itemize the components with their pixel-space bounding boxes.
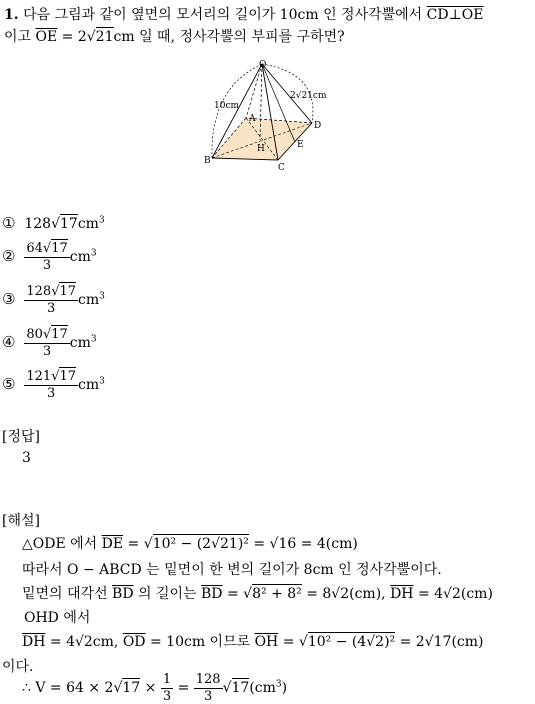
root-value: 17 bbox=[59, 284, 77, 299]
choice-mark: ④ bbox=[2, 333, 16, 352]
denominator: 3 bbox=[42, 343, 52, 359]
overline-od: $\overline{OD}$ bbox=[122, 634, 146, 650]
fraction: $\frac{128√17}{3}$ bbox=[26, 284, 77, 316]
label-o: O bbox=[259, 60, 267, 70]
root-value: 17 bbox=[231, 680, 250, 697]
root-value: 21 bbox=[95, 29, 114, 45]
text: = bbox=[278, 634, 299, 650]
power: 3 bbox=[275, 679, 282, 690]
radicand: 8² + 8² bbox=[252, 586, 302, 602]
fraction-one-third bbox=[161, 673, 173, 703]
overline-dh: $\overline{DH}$ bbox=[390, 586, 414, 602]
text: = bbox=[222, 586, 244, 602]
edge-oa bbox=[246, 64, 262, 118]
power: 3 bbox=[99, 291, 105, 302]
power: 3 bbox=[90, 248, 97, 259]
text: × bbox=[140, 680, 161, 697]
text: △ODE 에서 bbox=[22, 536, 102, 552]
fraction: $\frac{121√17}{3}$ bbox=[26, 369, 77, 401]
root-value: 17 bbox=[122, 680, 141, 697]
overline-oe: $\overline{OE}$ bbox=[35, 29, 58, 45]
solution-line-1: △ODE 에서 $\overline{DE} = √10^2 - (2√21)^2 = √16 = 4(cm)$ bbox=[22, 536, 358, 552]
answer-label: [정답] bbox=[2, 429, 40, 445]
choice-mark: ① bbox=[2, 214, 16, 232]
text: = 4√2cm, bbox=[45, 634, 123, 650]
text: ∴ V = 64 × 2 bbox=[22, 680, 114, 697]
text: = bbox=[123, 536, 144, 552]
numerator: 80 bbox=[26, 327, 43, 342]
unit: (cm bbox=[249, 680, 276, 697]
power: 3 bbox=[90, 334, 97, 345]
text: 의 길이는 bbox=[133, 586, 202, 602]
overline-bd: $\overline{BD}$ bbox=[201, 586, 223, 602]
label-e: E bbox=[297, 140, 304, 150]
overline-bd: $\overline{BD}$ bbox=[112, 586, 134, 602]
problem-line-2: 이고 $\overline{OE} = 2√21cm$ 일 때, 정사각뿔의 부피를 구하면? bbox=[4, 29, 345, 45]
numerator: 128 bbox=[26, 284, 52, 299]
text: ) bbox=[281, 680, 288, 697]
overline-oh: $\overline{OH}$ bbox=[254, 634, 279, 650]
text: = 8√2(cm), bbox=[301, 586, 391, 602]
choice-value: 128 bbox=[24, 216, 52, 232]
power: 3 bbox=[98, 215, 105, 226]
answer-value: 3 bbox=[22, 450, 31, 466]
numerator: 128 bbox=[195, 672, 221, 687]
pyramid-figure bbox=[200, 58, 340, 178]
text: = bbox=[173, 680, 194, 697]
overline-dh: $\overline{DH}$ bbox=[22, 634, 46, 650]
numerator: 1 bbox=[162, 672, 172, 687]
root-value: 17 bbox=[51, 327, 68, 342]
text: cm 일 때, 정사각뿔의 부피를 구하면? bbox=[113, 29, 345, 45]
unit: cm bbox=[78, 377, 100, 394]
label-c: C bbox=[278, 163, 285, 173]
unit: cm bbox=[78, 292, 100, 309]
fraction: $\frac{64√17}{3}$ bbox=[26, 241, 68, 273]
choice-3[interactable] bbox=[2, 285, 105, 315]
solution-line-7: ∴ V = 64 × 2√17 × $\frac{1}{3}$ = $\frac{128}{3}$ $√17(cm^3)$ bbox=[22, 672, 288, 704]
denominator: 3 bbox=[204, 688, 213, 704]
numerator: 64 bbox=[26, 241, 43, 256]
root-value: 17 bbox=[60, 216, 78, 232]
solution-line-4: OHD 에서 bbox=[24, 610, 91, 626]
text: = 2 bbox=[57, 29, 87, 45]
text: 이고 bbox=[4, 29, 36, 45]
label-edge-length: 10cm bbox=[214, 101, 240, 111]
numerator: 121 bbox=[26, 369, 52, 384]
label-a: A bbox=[249, 114, 256, 124]
problem-text: 다음 그림과 같이 옆면의 모서리의 길이가 10cm 인 정사각뿔에서 bbox=[23, 7, 427, 23]
problem-number: 1. bbox=[4, 7, 19, 23]
fraction: $\frac{80√17}{3}$ bbox=[26, 327, 68, 359]
text: = √16 = 4(cm) bbox=[248, 536, 358, 552]
solution-line-6: 이다. bbox=[2, 659, 34, 675]
overline-de: $\overline{DE}$ bbox=[101, 536, 124, 552]
text: = 2√17(cm) bbox=[395, 634, 484, 650]
denominator: 3 bbox=[162, 688, 172, 704]
unit: cm bbox=[77, 216, 99, 232]
fraction-result bbox=[194, 673, 223, 703]
choice-4[interactable] bbox=[2, 328, 97, 358]
solution-line-2: 따라서 O − ABCD 는 밑면이 한 변의 길이가 8cm 인 정사각뿔이다. bbox=[22, 562, 442, 578]
problem-line-1 bbox=[4, 4, 483, 24]
denominator: 3 bbox=[47, 385, 56, 401]
text: = 10cm 이므로 bbox=[145, 634, 255, 650]
solution-line-3: 밑면의 대각선 $\overline{BD}$ 의 길이는 $\overline{BD} = √8^2 + 8^2 = 8√2(cm)$, $\overline{DH} = 4√2(cm)$ bbox=[22, 586, 493, 602]
label-h: H bbox=[257, 144, 265, 154]
choice-5[interactable] bbox=[2, 370, 105, 400]
choice-2[interactable] bbox=[2, 242, 97, 272]
text: = 4√2(cm) bbox=[413, 586, 493, 602]
radicand: 10² − (4√2)² bbox=[307, 634, 396, 650]
power: 3 bbox=[99, 376, 105, 387]
overline-cd-oe: CD⊥OE bbox=[426, 7, 484, 23]
text: 밑면의 대각선 bbox=[22, 586, 113, 602]
unit: cm bbox=[69, 335, 91, 352]
choice-mark: ③ bbox=[2, 290, 16, 309]
radicand: 10² − (2√21)² bbox=[152, 536, 249, 552]
denominator: 3 bbox=[47, 300, 56, 316]
denominator: 3 bbox=[42, 257, 52, 273]
choice-mark: ② bbox=[2, 247, 16, 266]
root-value: 17 bbox=[51, 241, 68, 256]
choice-mark: ⑤ bbox=[2, 375, 16, 394]
solution-label: [해설] bbox=[2, 513, 40, 529]
label-b: B bbox=[204, 156, 211, 166]
solution-line-5: $\overline{DH} = 4√2cm$, $\overline{OD} = 10cm$ 이므로 $\overline{OH} = √10^2 - (4√2)^2 = 2√17(cm)$ bbox=[22, 634, 484, 650]
unit: cm bbox=[69, 249, 91, 266]
choice-1[interactable]: ① $128√17cm^3$ bbox=[2, 214, 105, 232]
root-value: 17 bbox=[59, 369, 77, 384]
label-d: D bbox=[314, 121, 322, 131]
label-oe-length: 2√21cm bbox=[290, 91, 327, 101]
